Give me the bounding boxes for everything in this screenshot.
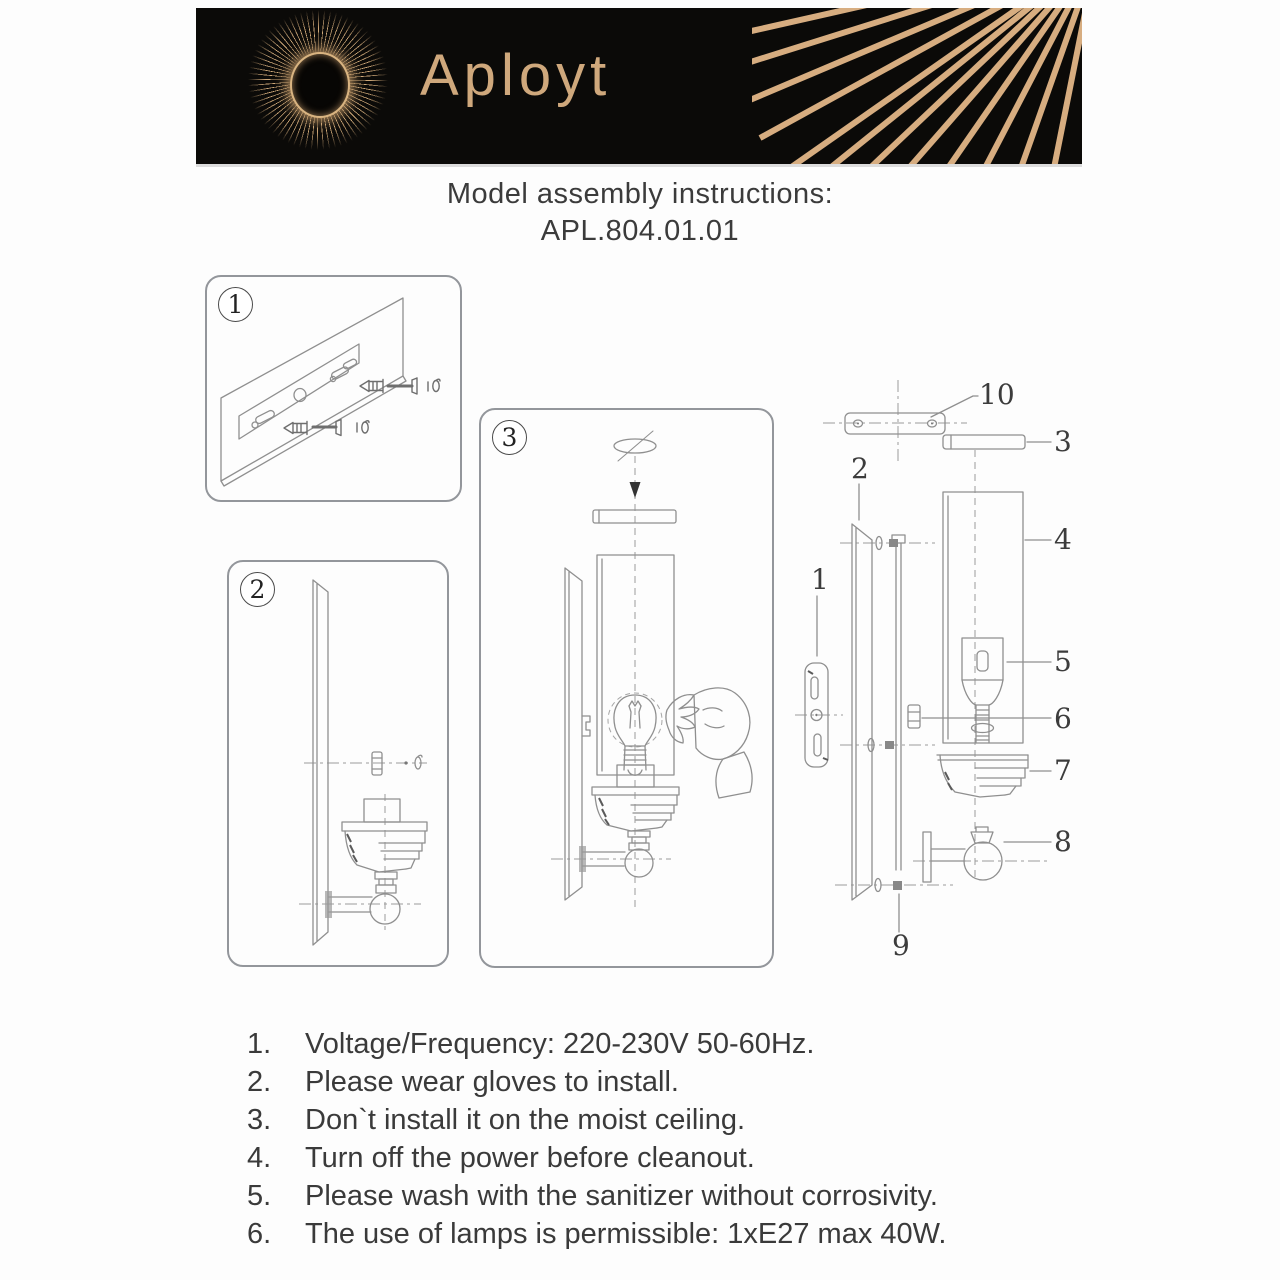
sunburst-logo-core	[290, 52, 350, 118]
item-text: Turn off the power before cleanout.	[305, 1142, 755, 1174]
callout-8: 8	[1054, 825, 1072, 858]
callout-4: 4	[1054, 523, 1072, 556]
item-text: The use of lamps is permissible: 1xE27 max 40W.	[305, 1218, 947, 1250]
item-text: Please wear gloves to install.	[305, 1066, 679, 1098]
step-panel-1	[205, 275, 462, 502]
callout-7: 7	[1054, 754, 1072, 787]
item-text: Don`t install it on the moist ceiling.	[305, 1104, 746, 1136]
step-panel-2	[227, 560, 449, 967]
callout-9: 9	[892, 929, 910, 962]
banner-bottom-edge	[196, 164, 1082, 167]
list-item	[0, 1104, 1280, 1142]
step-number: 1	[227, 290, 244, 319]
step-number: 3	[501, 423, 518, 452]
title-block	[0, 176, 1280, 250]
model-code: APL.804.01.01	[540, 215, 740, 247]
list-item	[0, 1028, 1280, 1066]
step-panel-3	[479, 408, 774, 968]
step-number: 2	[249, 575, 266, 604]
brand-name: Aployt	[420, 43, 612, 108]
list-item	[0, 1218, 1280, 1256]
item-text: Please wash with the sanitizer without corrosivity.	[305, 1180, 938, 1212]
instructions-list	[0, 1028, 1280, 1256]
list-item	[0, 1180, 1280, 1218]
callout-3: 3	[1054, 425, 1072, 458]
item-number: 5.	[247, 1180, 272, 1212]
brand-banner	[196, 8, 1082, 164]
callout-6: 6	[1054, 702, 1072, 735]
callout-5: 5	[1054, 645, 1072, 678]
item-text: Voltage/Frequency: 220-230V 50-60Hz.	[305, 1028, 815, 1060]
callout-2: 2	[851, 452, 869, 485]
bulb-install-drawing	[481, 410, 772, 966]
page-title: Model assembly instructions:	[446, 178, 834, 210]
list-item	[0, 1066, 1280, 1104]
item-number: 4.	[247, 1142, 272, 1174]
item-number: 6.	[247, 1218, 272, 1250]
corner-rays-icon	[752, 8, 1082, 164]
wall-plate-drawing	[207, 277, 460, 500]
side-view-drawing	[229, 562, 447, 965]
callout-1: 1	[811, 563, 829, 596]
list-item	[0, 1142, 1280, 1180]
callout-10: 10	[979, 378, 1015, 411]
item-number: 2.	[247, 1066, 272, 1098]
item-number: 1.	[247, 1028, 272, 1060]
exploded-parts-diagram	[795, 372, 1095, 987]
item-number: 3.	[247, 1104, 272, 1136]
